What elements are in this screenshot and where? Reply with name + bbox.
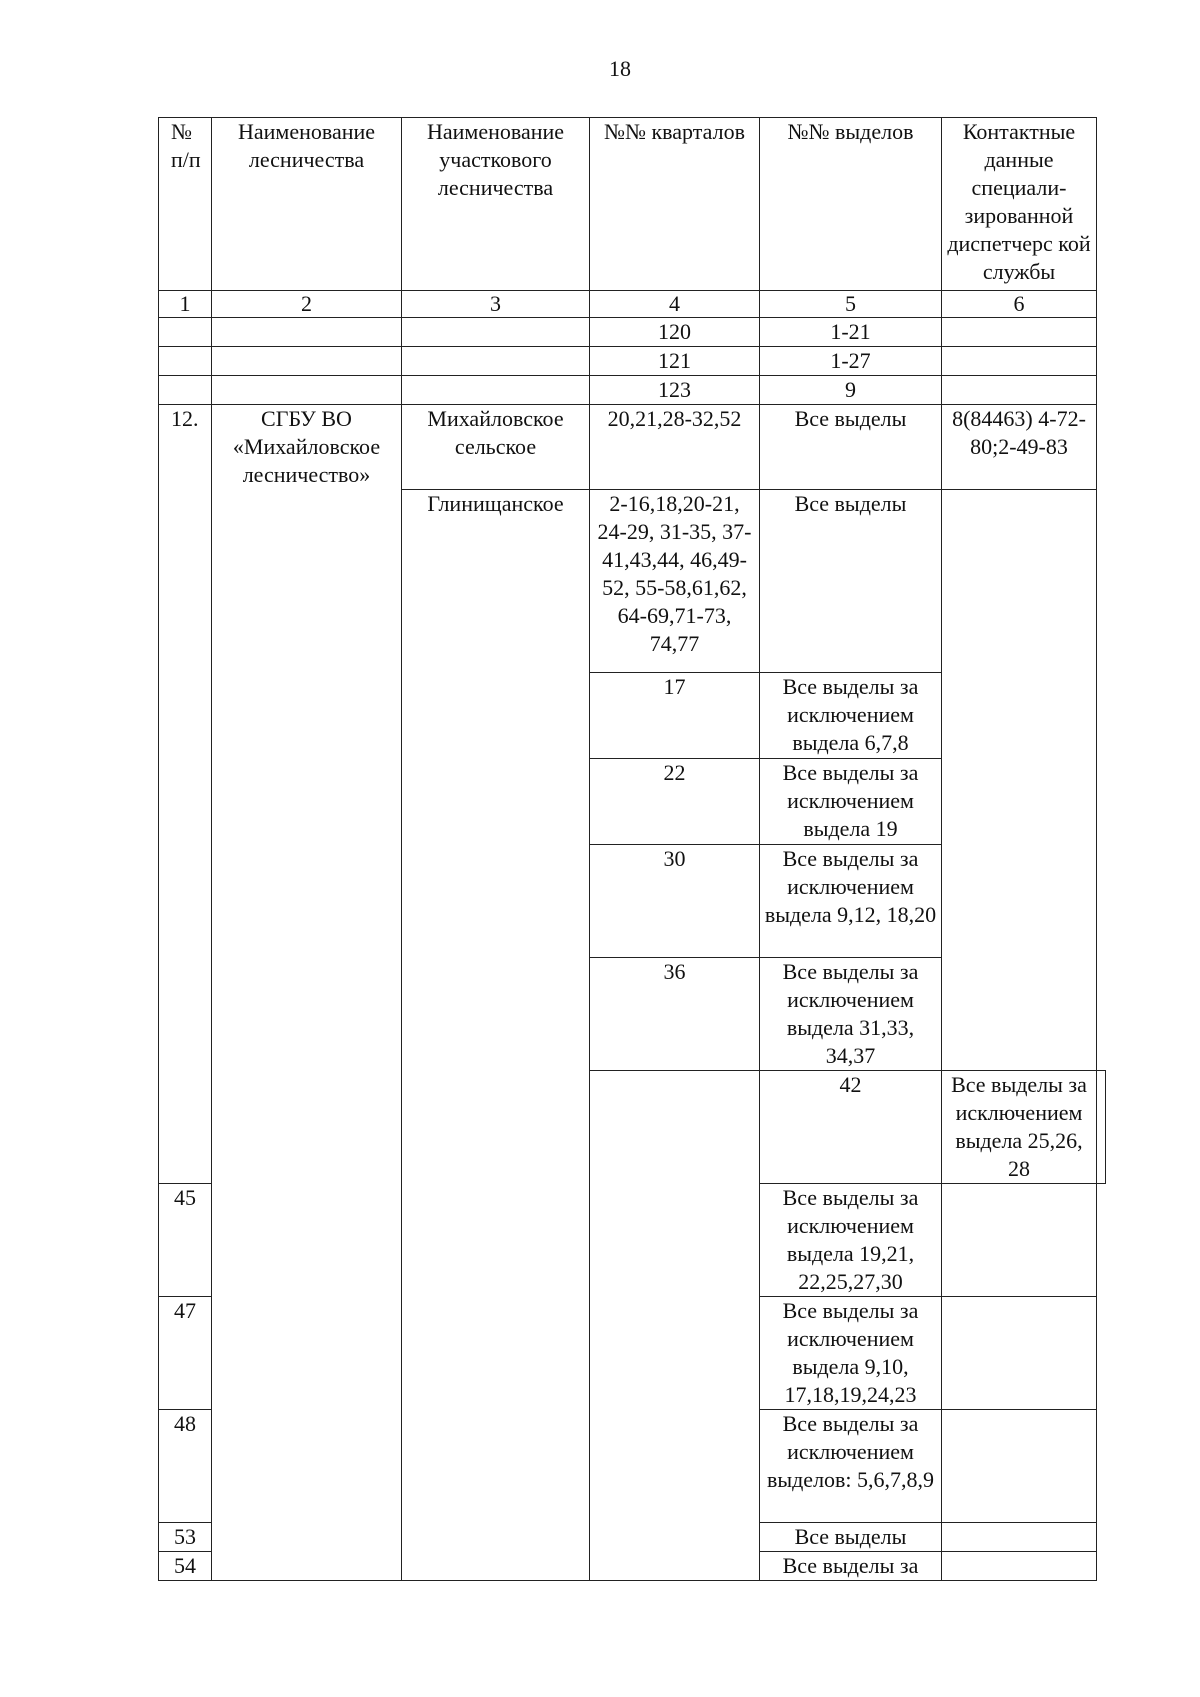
header-forestry: Наименование лесничества [212,118,402,291]
allotments-cell: Все выделы за [760,1552,942,1581]
allotments-cell: Все выделы [760,1523,942,1552]
quarter-cell: 30 [590,845,760,958]
quarter-cell: 17 [590,673,760,759]
empty-cell [402,318,590,347]
table-row [159,347,1106,376]
empty-cell [942,347,1097,376]
empty-cell [942,1297,1097,1410]
header-district: Наименование участкового лесничества [402,118,590,291]
empty-cell [942,1410,1097,1523]
allotments-cell: Все выделы за исключением выдела 19,21, 22,25,27,30 [760,1184,942,1297]
forestry-table [158,117,1106,1581]
quarter-cell: 53 [159,1523,212,1552]
quarter-cell: 36 [590,958,760,1071]
column-number: 2 [212,291,402,318]
empty-cell [942,376,1097,405]
empty-cell [159,347,212,376]
quarter-cell: 123 [590,376,760,405]
column-number: 5 [760,291,942,318]
header-quarters: №№ кварталов [590,118,760,291]
quarter-cell: 54 [159,1552,212,1581]
column-number-row [159,291,1106,318]
quarter-cell: 121 [590,347,760,376]
empty-cell [402,347,590,376]
quarter-cell: 42 [760,1071,942,1184]
district-name: Михайловское сельское [402,405,590,490]
quarter-cell: 2-16,18,20-21, 24-29, 31-35, 37-41,43,44, 46,49-52, 55-58,61,62, 64-69,71-73, 74,77 [590,490,760,673]
header-contacts: Контактные данные специали-зированной диспетчерс кой службы [942,118,1097,291]
empty-cell [942,1184,1097,1297]
allotments-cell: Все выделы за исключением выдела 9,10, 17,18,19,24,23 [760,1297,942,1410]
entry-number: 12. [159,405,212,1184]
header-row [159,118,1106,291]
empty-cell [212,376,402,405]
table-row [159,318,1106,347]
quarter-cell: 20,21,28-32,52 [590,405,760,490]
quarter-cell: 47 [159,1297,212,1410]
contact-cell [942,490,1097,1071]
header-number: № п/п [159,118,212,291]
empty-cell [402,376,590,405]
allotments-cell: 9 [760,376,942,405]
allotments-cell: Все выделы за исключением выдела 9,12, 18,20 [760,845,942,958]
empty-cell [212,347,402,376]
column-number: 1 [159,291,212,318]
allotments-cell: Все выделы за исключением выделов: 5,6,7,8,9 [760,1410,942,1523]
allotments-cell: Все выделы [760,405,942,490]
empty-cell [1097,1071,1106,1184]
contact-cell: 8(84463) 4-72-80;2-49-83 [942,405,1097,490]
empty-cell [590,1071,760,1581]
empty-cell [159,376,212,405]
quarter-cell: 48 [159,1410,212,1523]
quarter-cell: 45 [159,1184,212,1297]
allotments-cell: Все выделы за исключением выдела 19 [760,759,942,845]
page-number: 18 [609,56,631,81]
allotments-cell: Все выделы за исключением выдела 31,33, 34,37 [760,958,942,1071]
table-row [159,376,1106,405]
empty-cell [942,318,1097,347]
allotments-cell: 1-21 [760,318,942,347]
header-allotments: №№ выделов [760,118,942,291]
quarter-cell: 22 [590,759,760,845]
empty-cell [159,318,212,347]
allotments-cell: Все выделы [760,490,942,673]
table-row [159,405,1106,490]
column-number: 4 [590,291,760,318]
allotments-cell: Все выделы за исключением выдела 6,7,8 [760,673,942,759]
empty-cell [942,1523,1097,1552]
empty-cell [942,1552,1097,1581]
allotments-cell: Все выделы за исключением выдела 25,26, 28 [942,1071,1097,1184]
allotments-cell: 1-27 [760,347,942,376]
quarter-cell: 120 [590,318,760,347]
empty-cell [212,318,402,347]
column-number: 3 [402,291,590,318]
column-number: 6 [942,291,1097,318]
district-name: Глинищанское [402,490,590,1581]
forestry-name: СГБУ ВО «Михайловское лесничество» [212,405,402,1581]
